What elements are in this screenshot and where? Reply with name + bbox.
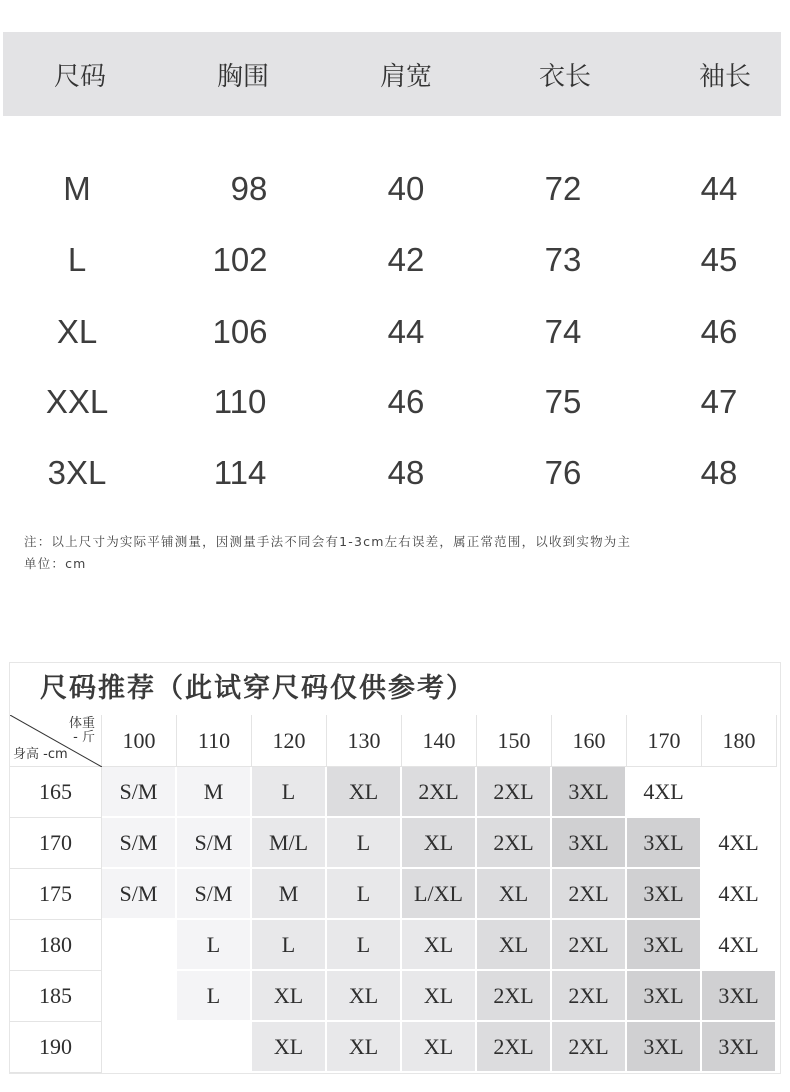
size-cell: 44 (700, 170, 738, 207)
recommended-size-cell: 3XL (627, 869, 702, 920)
height-header: 175 (10, 869, 102, 920)
size-cell: 110 (213, 383, 267, 420)
recommended-size-cell: 4XL (627, 767, 702, 818)
recommended-size-cell: XL (402, 818, 477, 869)
weight-unit-label: - 斤 (73, 730, 95, 745)
size-recommendation-panel (9, 662, 781, 1074)
height-header: 185 (10, 971, 102, 1022)
unit-note: 单位：cm (24, 556, 87, 571)
recommended-size-cell: S/M (102, 767, 177, 818)
recommended-size-cell: 3XL (627, 1022, 702, 1073)
recommended-size-cell: 3XL (552, 767, 627, 818)
height-axis-label: 身高 -cm (13, 747, 68, 762)
recommended-size-cell: S/M (177, 869, 252, 920)
recommended-size-cell: 2XL (477, 818, 552, 869)
recommended-size-cell: 2XL (552, 1022, 627, 1073)
recommended-size-cell: S/M (102, 869, 177, 920)
size-cell: 75 (544, 383, 582, 420)
recommended-size-cell: M/L (252, 818, 327, 869)
recommended-size-cell: L (252, 920, 327, 971)
recommended-size-cell (102, 920, 177, 971)
recommended-size-cell: 2XL (552, 920, 627, 971)
header-chest: 胸围 (216, 61, 270, 92)
size-cell: 3XL (47, 454, 107, 491)
size-cell: 102 (212, 241, 268, 278)
size-row-xl (0, 307, 790, 357)
weight-header: 110 (177, 715, 252, 767)
recommended-size-cell: M (252, 869, 327, 920)
size-cell: 46 (700, 313, 738, 350)
recommended-size-cell (177, 1022, 252, 1073)
recommended-size-cell: 3XL (702, 1022, 777, 1073)
weight-label: 体重 (68, 716, 95, 731)
weight-axis-label (69, 717, 95, 745)
size-cell: M (63, 170, 91, 207)
height-header: 165 (10, 767, 102, 818)
recommended-size-cell: XL (402, 1022, 477, 1073)
weight-header: 170 (627, 715, 702, 767)
recommended-size-cell: 2XL (552, 869, 627, 920)
recommended-size-cell: 2XL (477, 971, 552, 1022)
grid-corner (10, 715, 102, 767)
recommended-size-cell: 3XL (627, 971, 702, 1022)
weight-header: 100 (102, 715, 177, 767)
size-cell: 44 (387, 313, 425, 350)
size-cell: 76 (544, 454, 582, 491)
recommended-size-cell: XL (327, 971, 402, 1022)
recommendation-grid (10, 715, 777, 1073)
recommended-size-cell: L (327, 920, 402, 971)
header-shoulder: 肩宽 (379, 61, 433, 92)
size-cell: 40 (387, 170, 425, 207)
size-cell: 48 (700, 454, 738, 491)
size-table-header (3, 32, 781, 116)
header-size: 尺码 (53, 61, 107, 92)
recommended-size-cell (702, 767, 777, 818)
recommended-size-cell: 2XL (402, 767, 477, 818)
recommended-size-cell: L/XL (402, 869, 477, 920)
size-cell: 45 (700, 241, 738, 278)
weight-header: 150 (477, 715, 552, 767)
recommended-size-cell: XL (402, 971, 477, 1022)
header-sleeve: 袖长 (698, 61, 752, 92)
recommended-size-cell: XL (477, 869, 552, 920)
size-row-l (0, 235, 790, 285)
height-header: 190 (10, 1022, 102, 1073)
recommended-size-cell: 3XL (552, 818, 627, 869)
recommended-size-cell: 3XL (627, 920, 702, 971)
recommended-size-cell: XL (252, 1022, 327, 1073)
height-header: 180 (10, 920, 102, 971)
size-cell: 106 (212, 313, 268, 350)
recommended-size-cell: 4XL (702, 869, 777, 920)
recommended-size-cell (102, 971, 177, 1022)
size-cell: XL (56, 313, 98, 350)
size-cell: 72 (544, 170, 582, 207)
size-cell: XXL (45, 383, 109, 420)
recommended-size-cell: XL (327, 767, 402, 818)
recommended-size-cell: M (177, 767, 252, 818)
recommended-size-cell: XL (402, 920, 477, 971)
measurement-note: 注：以上尺寸为实际平铺测量，因测量手法不同会有1-3cm左右误差，属正常范围，以收到实物为主 (24, 534, 632, 549)
size-cell: 98 (230, 170, 268, 207)
recommended-size-cell: XL (477, 920, 552, 971)
size-cell: 48 (387, 454, 425, 491)
recommended-size-cell: XL (252, 971, 327, 1022)
recommended-size-cell: L (177, 971, 252, 1022)
weight-header: 160 (552, 715, 627, 767)
recommendation-title: 尺码推荐（此试穿尺码仅供参考） (40, 673, 475, 704)
weight-header: 120 (252, 715, 327, 767)
recommended-size-cell: 2XL (477, 767, 552, 818)
size-cell: 47 (700, 383, 738, 420)
size-cell: 73 (544, 241, 582, 278)
height-header: 170 (10, 818, 102, 869)
recommended-size-cell: 3XL (702, 971, 777, 1022)
weight-header: 180 (702, 715, 777, 767)
recommended-size-cell: L (327, 818, 402, 869)
weight-header: 130 (327, 715, 402, 767)
recommended-size-cell: 2XL (552, 971, 627, 1022)
size-cell: 114 (213, 454, 267, 491)
recommended-size-cell: 2XL (477, 1022, 552, 1073)
recommended-size-cell: XL (327, 1022, 402, 1073)
recommended-size-cell: 4XL (702, 818, 777, 869)
size-row-3xl (0, 448, 790, 498)
recommended-size-cell: S/M (177, 818, 252, 869)
recommended-size-cell: L (327, 869, 402, 920)
recommended-size-cell: 3XL (627, 818, 702, 869)
recommended-size-cell: L (252, 767, 327, 818)
recommended-size-cell (102, 1022, 177, 1073)
size-row-m (0, 164, 790, 214)
recommended-size-cell: S/M (102, 818, 177, 869)
size-cell: 42 (387, 241, 425, 278)
header-length: 衣长 (538, 61, 592, 92)
size-cell: L (67, 241, 87, 278)
size-row-xxl (0, 377, 790, 427)
recommended-size-cell: 4XL (702, 920, 777, 971)
weight-header: 140 (402, 715, 477, 767)
size-cell: 74 (544, 313, 582, 350)
recommended-size-cell: L (177, 920, 252, 971)
size-cell: 46 (387, 383, 425, 420)
